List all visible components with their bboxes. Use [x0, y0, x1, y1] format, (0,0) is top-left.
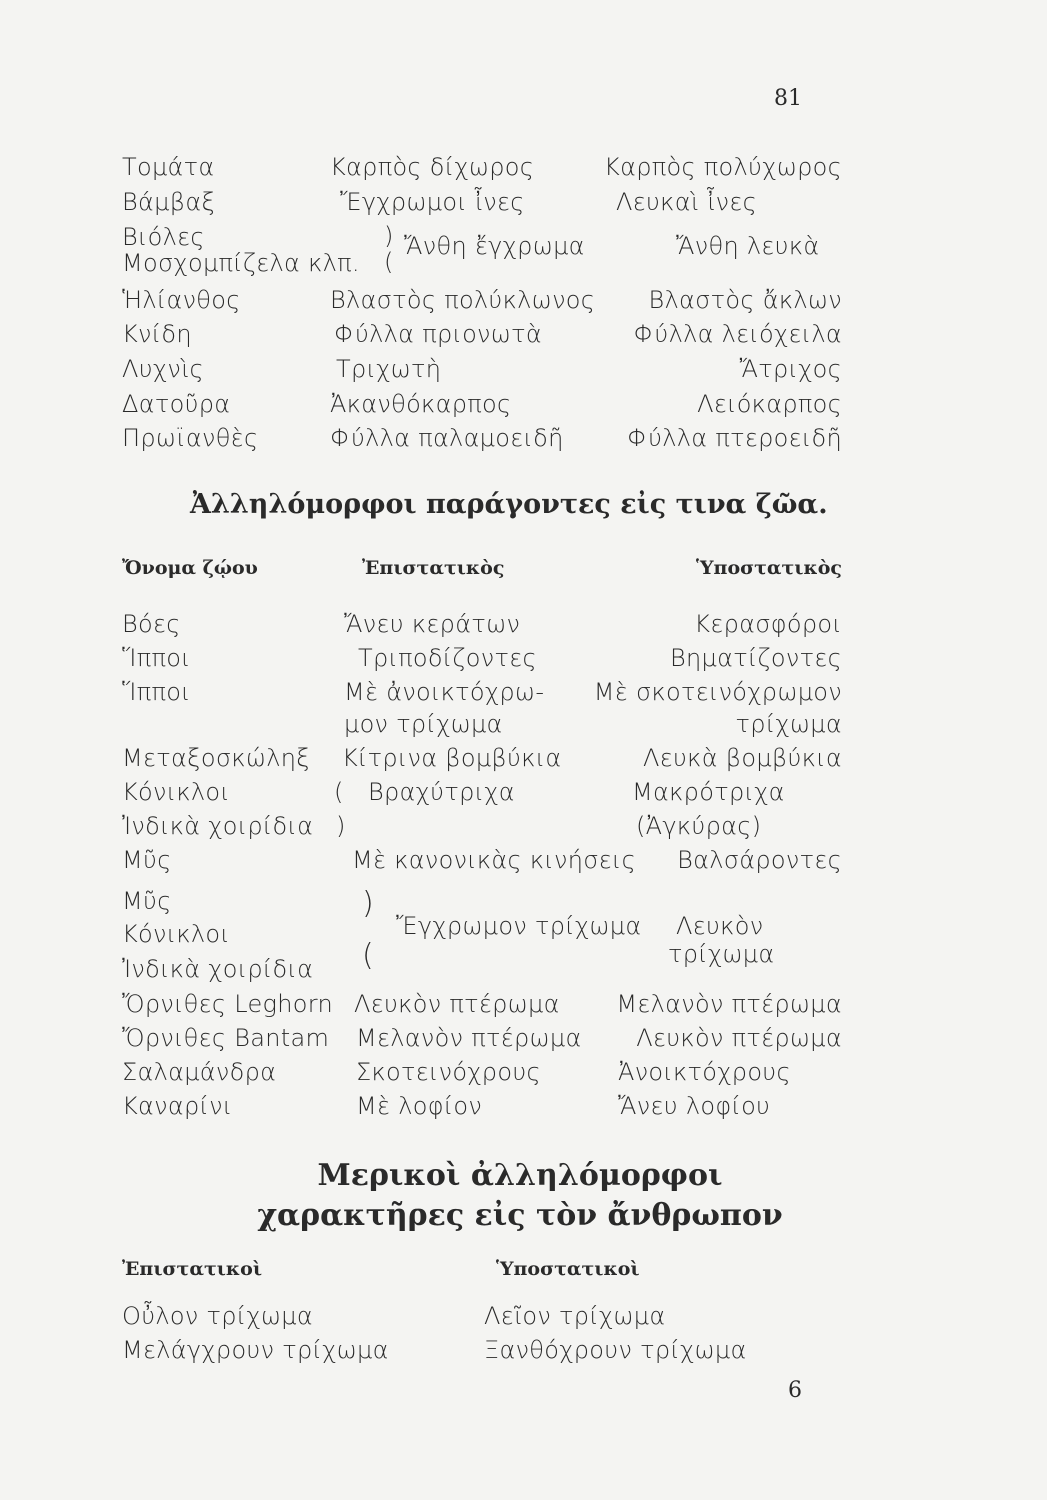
trait-recessive: Ξανθόχρουν τρίχωμα	[484, 1336, 747, 1364]
plant-name: Βιόλες	[122, 223, 205, 251]
brace-symbol: )	[336, 812, 346, 840]
animal-name: Κόνικλοι	[122, 778, 230, 806]
plant-recessive: Φύλλα λειόχειλα	[633, 320, 842, 348]
column-header-recessive: Ὑποστατικοὶ	[496, 1258, 640, 1280]
plant-recessive: Λευκαὶ ἶνες	[616, 188, 757, 216]
animal-name: Ἰνδικὰ χοιρίδια	[122, 812, 314, 840]
plant-dominant: Ἔγχρωμοι ἶνες	[340, 188, 525, 216]
animal-name: Ἵπποι	[122, 644, 191, 672]
trait-recessive: Λεῖον τρίχωμα	[484, 1302, 666, 1330]
plant-dominant: Ἄνθη ἔγχρωμα	[404, 232, 585, 260]
animal-recessive: Ἄνευ λοφίου	[618, 1092, 771, 1120]
animal-dominant: μον τρίχωμα	[344, 710, 503, 738]
section-title-human-line1: Μερικοὶ ἀλληλόμορφοι	[317, 1158, 723, 1193]
animal-recessive: Λευκὰ βομβύκια	[642, 744, 842, 772]
plant-recessive: Ἄνθη λευκὰ	[676, 232, 820, 260]
animal-recessive: Λευκὸν	[676, 912, 764, 940]
trait-dominant: Μελάγχρουν τρίχωμα	[122, 1336, 389, 1364]
animal-name: Ἵπποι	[122, 678, 191, 706]
animal-dominant: Τριποδίζοντες	[358, 644, 537, 672]
animal-name: Ἰνδικὰ χοιρίδια	[122, 955, 314, 983]
animal-recessive: Κερασφόροι	[694, 610, 842, 638]
animal-dominant: Κίτρινα βομβύκια	[342, 744, 562, 772]
plant-recessive: Καρπὸς πολύχωρος	[604, 153, 842, 181]
animal-dominant: Σκοτεινόχρους	[356, 1058, 541, 1086]
plant-recessive: Λειόκαρπος	[697, 390, 842, 418]
animal-name: Ὄρνιθες Bantam	[122, 1024, 330, 1052]
animal-recessive: Ἀνοικτόχρους	[618, 1058, 791, 1086]
plant-recessive: Βλαστὸς ἄκλων	[648, 286, 842, 314]
animal-dominant: Ἄνευ κεράτων	[344, 610, 521, 638]
animal-dominant: Λευκὸν πτέρωμα	[354, 990, 560, 1018]
animal-name: Κόνικλοι	[122, 920, 230, 948]
animal-name: Μεταξοσκώληξ	[122, 744, 310, 772]
brace-symbol: )	[362, 886, 374, 921]
animal-dominant: Βραχύτριχα	[368, 778, 515, 806]
brace-symbol: )	[384, 222, 394, 250]
plant-dominant: Τριχωτὴ	[336, 355, 442, 383]
plant-name: Κνίδη	[122, 320, 192, 348]
animal-recessive: Μελανὸν πτέρωμα	[616, 990, 842, 1018]
plant-name: Τομάτα	[122, 153, 215, 181]
plant-name: Βάμβαξ	[122, 188, 216, 216]
animal-dominant: Ἔγχρωμον τρίχωμα	[396, 912, 642, 940]
brace-symbol: (	[362, 938, 374, 973]
animal-name: Σαλαμάνδρα	[122, 1058, 277, 1086]
plant-name: Δατοῦρα	[122, 390, 231, 418]
animal-dominant: Μὲ ἀνοικτόχρω-	[344, 678, 545, 706]
plant-dominant: Φύλλα παλαμοειδῆ	[330, 424, 564, 452]
animal-dominant: Μὲ λοφίον	[356, 1092, 483, 1120]
brace-symbol: (	[334, 778, 344, 806]
plant-name: Πρωϊανθὲς	[122, 424, 259, 452]
section-title-human-line2: χαρακτῆρες εἰς τὸν ἄνθρωπον	[257, 1198, 783, 1233]
signature-mark: 6	[788, 1378, 802, 1403]
animal-recessive: Μακρότριχα	[632, 778, 785, 806]
plant-dominant: Καρπὸς δίχωρος	[330, 153, 535, 181]
animal-recessive: τρίχωμα	[735, 710, 842, 738]
plant-dominant: Ἀκανθόκαρπος	[330, 390, 512, 418]
plant-dominant: Βλαστὸς πολύκλωνος	[330, 286, 596, 314]
brace-symbol: (	[384, 248, 394, 276]
animal-name: Καναρίνι	[122, 1092, 233, 1120]
animal-recessive: (Ἀγκύρας)	[636, 812, 762, 840]
plant-name: Λυχνὶς	[122, 355, 204, 383]
plant-name: Ἡλίανθος	[122, 286, 241, 314]
animal-recessive: τρίχωμα	[668, 940, 775, 968]
animal-name: Μῦς	[122, 887, 172, 915]
animal-dominant: Μὲ κανονικὰς κινήσεις	[352, 846, 636, 874]
animal-recessive: Μὲ σκοτεινόχρωμον	[593, 678, 842, 706]
animal-recessive: Βαλσάροντες	[677, 846, 842, 874]
animal-name: Βόες	[122, 610, 181, 638]
animal-name: Ὄρνιθες Leghorn	[122, 990, 333, 1018]
plant-recessive: Φύλλα πτεροειδῆ	[627, 424, 842, 452]
plant-name: Μοσχομπίζελα κλπ.	[122, 249, 360, 277]
trait-dominant: Οὖλον τρίχωμα	[122, 1302, 313, 1330]
animal-dominant: Μελανὸν πτέρωμα	[356, 1024, 582, 1052]
plant-recessive: Ἄτριχος	[739, 355, 842, 383]
column-header-dominant: Ἐπιστατικοὶ	[122, 1258, 263, 1280]
animal-recessive: Βηματίζοντες	[669, 644, 842, 672]
plant-dominant: Φύλλα πριονωτὰ	[334, 320, 543, 348]
animal-recessive: Λευκὸν πτέρωμα	[636, 1024, 842, 1052]
section-title-animals: Ἀλληλόμορφοι παράγοντες εἰς τινα ζῶα.	[190, 489, 828, 520]
page-number: 81	[774, 86, 802, 111]
column-header-animal: Ὄνομα ζῴου	[122, 557, 258, 579]
column-header-dominant: Ἐπιστατικὸς	[362, 557, 505, 579]
column-header-recessive: Ὑποστατικὸς	[696, 557, 842, 579]
animal-name: Μῦς	[122, 846, 172, 874]
